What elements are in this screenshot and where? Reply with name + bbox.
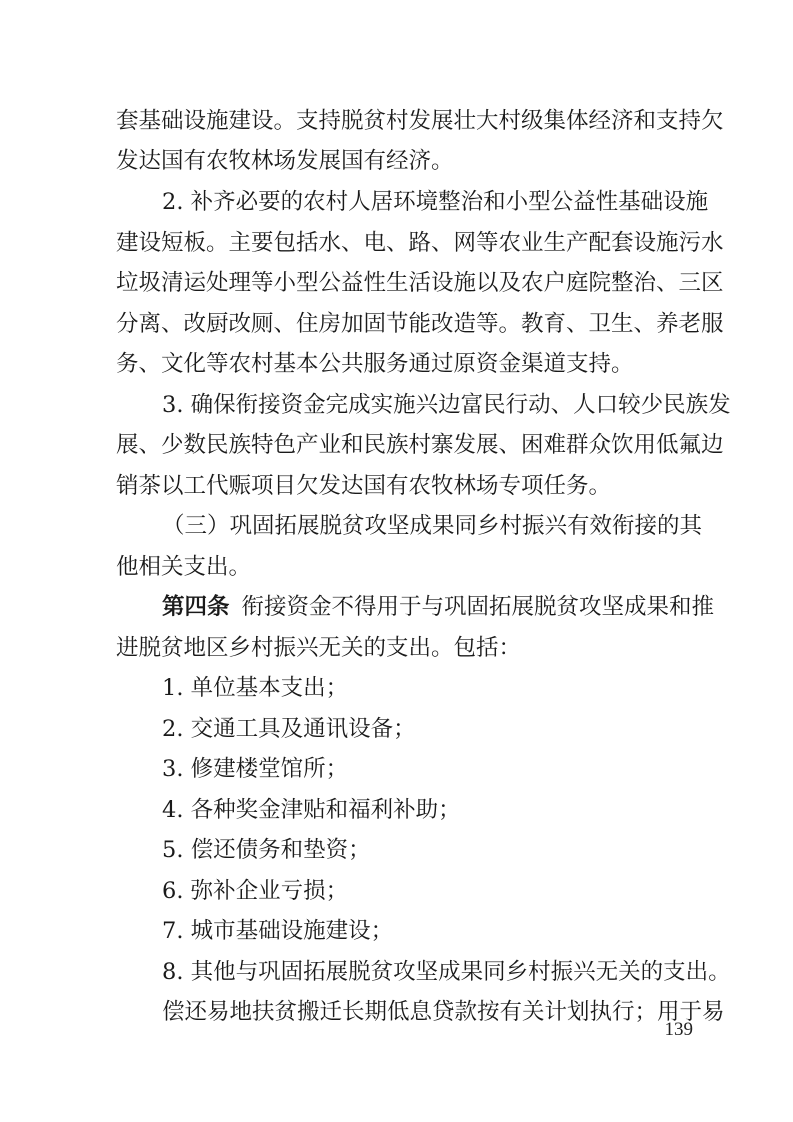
paragraph-line: 进脱贫地区乡村振兴无关的支出。包括： (116, 635, 522, 661)
paragraph-line: 他相关支出。 (116, 554, 252, 580)
article-heading: 第四条 (162, 594, 230, 620)
paragraph-line: 偿还易地扶贫搬迁长期低息贷款按有关计划执行；用于易 (162, 999, 725, 1025)
paragraph-line: 分离、改厨改厕、住房加固节能改造等。教育、卫生、养老服 (116, 311, 724, 337)
list-item: 8. 其他与巩固拓展脱贫攻坚成果同乡村振兴无关的支出。 (162, 959, 731, 985)
list-item: 5. 偿还债务和垫资； (162, 837, 371, 863)
paragraph-line: 套基础设施建设。支持脱贫村发展壮大村级集体经济和支持欠 (116, 108, 724, 134)
list-item: 4. 各种奖金津贴和福利补助； (162, 797, 461, 823)
paragraph-line: 销茶以工代赈项目欠发达国有农牧林场专项任务。 (116, 473, 612, 499)
paragraph-line: 展、少数民族特色产业和民族村寨发展、困难群众饮用低氟边 (116, 432, 724, 458)
page-number: 139 (664, 1019, 693, 1040)
paragraph-line: 建设短板。主要包括水、电、路、网等农业生产配套设施污水 (116, 230, 724, 256)
list-item: 6. 弥补企业亏损； (162, 878, 349, 904)
list-item: 7. 城市基础设施建设； (162, 918, 394, 944)
paragraph-line: 发达国有农牧林场发展国有经济。 (116, 148, 454, 174)
paragraph-line: 2. 补齐必要的农村人居环境整治和小型公益性基础设施 (162, 189, 709, 215)
paragraph-line: （三）巩固拓展脱贫攻坚成果同乡村振兴有效衔接的其 (162, 513, 703, 539)
paragraph-line: 务、文化等农村基本公共服务通过原资金渠道支持。 (116, 351, 634, 377)
paragraph-line: 3. 确保衔接资金完成实施兴边富民行动、人口较少民族发 (162, 392, 731, 418)
paragraph-line: 垃圾清运处理等小型公益性生活设施以及农户庭院整治、三区 (116, 270, 724, 296)
list-item: 3. 修建楼堂馆所； (162, 756, 349, 782)
article-text: 衔接资金不得用于与巩固拓展脱贫攻坚成果和推 (241, 594, 715, 620)
list-item: 1. 单位基本支出； (162, 675, 349, 701)
article-4-line (162, 592, 715, 622)
list-item: 2. 交通工具及通讯设备； (162, 716, 416, 742)
